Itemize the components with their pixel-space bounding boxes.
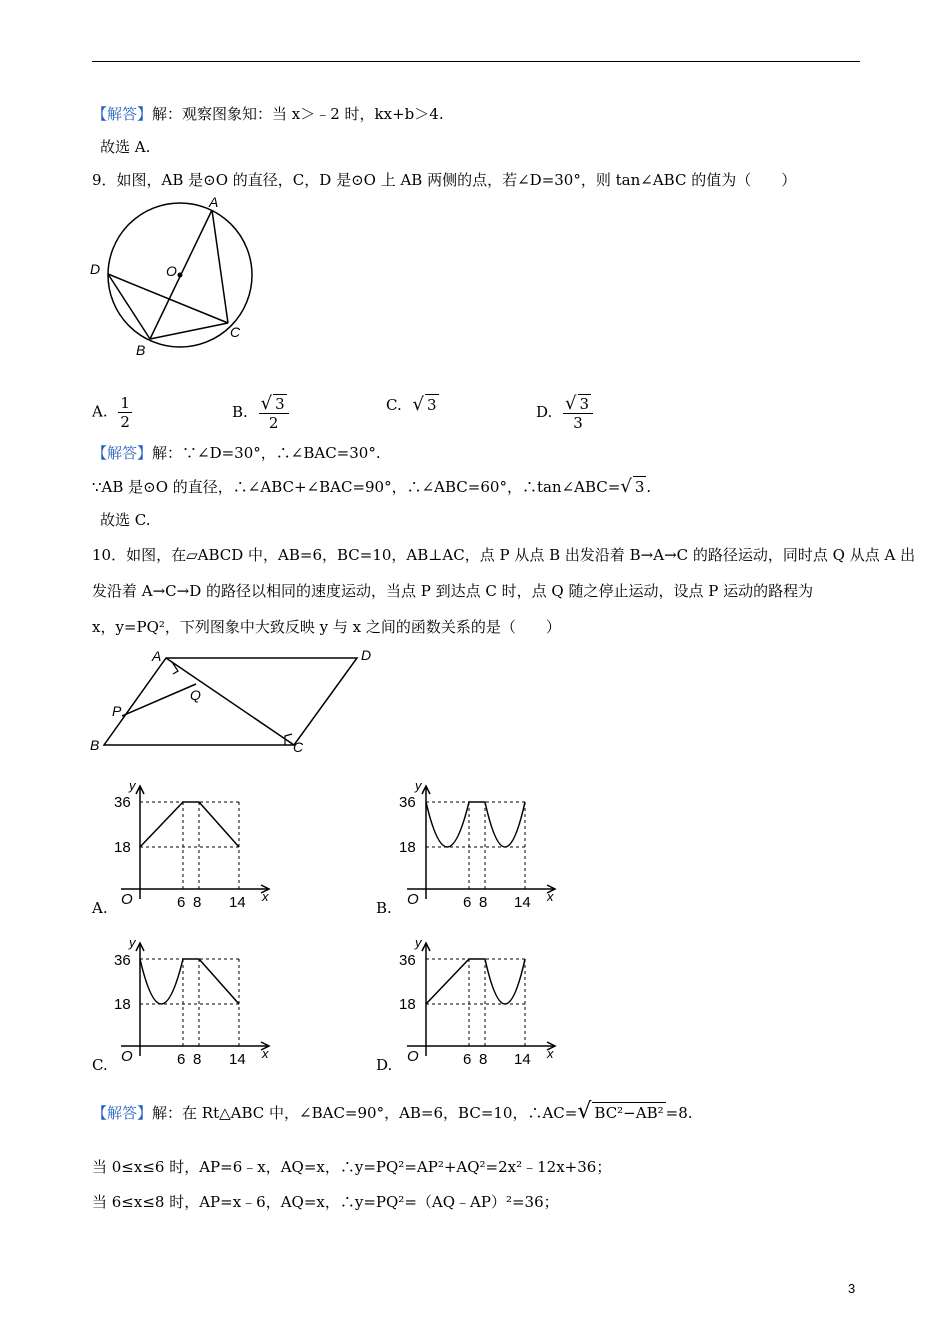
graph-c	[121, 943, 269, 1056]
label-b: B	[90, 737, 100, 753]
tick-6: 6	[177, 894, 186, 911]
prev-answer-text: 解：观察图象知：当 x＞﹣2 时，kx+b＞4.	[152, 105, 444, 123]
origin-label: O	[121, 891, 133, 908]
q10-line1: 10．如图，在▱ABCD 中，AB=6，BC=10，AB⊥AC，点 P 从点 B 出发沿着 B→A→C 的路径运动，同时点 Q 从点 A 出	[92, 546, 916, 564]
q10-answer-line1: 【解答】解：在 Rt△ABC 中，∠BAC=90°，AB=6，BC=10，∴AC=√ BC²−AB² =8.	[92, 1099, 693, 1124]
origin-label: O	[121, 1048, 133, 1065]
graph-a-option: A.	[92, 899, 108, 917]
graph-b-option: B.	[376, 899, 392, 917]
answer-text: 解：在 Rt△ABC 中，∠BAC=90°，AB=6，BC=10，∴AC=	[152, 1104, 578, 1122]
fraction: $\frac{√ 3}{3}$	[563, 394, 593, 432]
graph-c-option: C.	[92, 1056, 108, 1074]
tick-18: 18	[114, 996, 131, 1013]
answer-text: ∵AB 是⊙O 的直径，∴∠ABC+∠BAC=90°，∴∠ABC=60°，∴tan∠ABC=	[92, 478, 621, 496]
graph-d-labels	[399, 935, 554, 1068]
label-d: D	[90, 261, 101, 277]
option-label: D.	[536, 403, 553, 421]
y-axis-label: y	[415, 778, 422, 793]
origin-label: O	[407, 891, 419, 908]
answer-tag: 【解答】	[92, 1104, 153, 1122]
graph-a	[121, 786, 269, 899]
q10-line3: x，y=PQ²，下列图象中大致反映 y 与 x 之间的函数关系的是（ ）	[92, 618, 561, 636]
tick-8: 8	[479, 1051, 488, 1068]
label-c: C	[230, 324, 241, 340]
label-a: A	[209, 194, 219, 210]
tick-8: 8	[193, 894, 202, 911]
denominator: 3	[573, 414, 583, 432]
answer-tag: 【解答】	[92, 444, 153, 462]
answer-text: 解：∵∠D=30°，∴∠BAC=30°.	[152, 444, 381, 462]
q10-line2: 发沿着 A→C→D 的路径以相同的速度运动，当点 P 到达点 C 时，点 Q 随之停止运动，设点 P 运动的路程为	[92, 582, 814, 600]
label-o: O	[166, 263, 177, 279]
tick-6: 6	[177, 1051, 186, 1068]
radicand: 3	[275, 395, 285, 413]
q9-option-c: C. √ 3	[386, 394, 437, 415]
tick-14: 14	[229, 1051, 246, 1068]
x-axis-label: x	[262, 1046, 269, 1061]
radicand: 3	[579, 395, 590, 413]
q9-answer-line2: ∵AB 是⊙O 的直径，∴∠ABC+∠BAC=90°，∴∠ABC=60°，∴tan∠ABC=√ 3 .	[92, 476, 652, 497]
tick-6: 6	[463, 894, 472, 911]
y-axis-label: y	[129, 935, 136, 950]
graph-c-labels	[114, 935, 269, 1068]
page-number: 3	[848, 1281, 856, 1296]
graph-b-labels	[399, 778, 554, 911]
tick-14: 14	[514, 1051, 531, 1068]
numerator: 1	[120, 394, 130, 412]
x-axis-label: x	[547, 1046, 554, 1061]
tick-8: 8	[479, 894, 488, 911]
graph-b-curve	[426, 802, 525, 847]
answer-tag: 【解答】	[92, 105, 153, 123]
label-q: Q	[190, 687, 201, 703]
origin-label: O	[407, 1048, 419, 1065]
graph-c-curve	[140, 959, 239, 1004]
graph-b	[407, 786, 555, 899]
answer-text-end: .	[646, 478, 652, 496]
radicand: 3	[634, 478, 645, 496]
graph-d-option: D.	[376, 1056, 393, 1074]
option-label: C.	[386, 396, 402, 414]
option-label: B.	[232, 403, 248, 421]
prev-answer-choice: 故选 A.	[100, 138, 151, 156]
tick-8: 8	[193, 1051, 202, 1068]
tick-18: 18	[399, 839, 416, 856]
option-label: A.	[92, 402, 108, 421]
x-axis-label: x	[547, 889, 554, 904]
x-axis-label: x	[262, 889, 269, 904]
tick-36: 36	[114, 952, 131, 969]
tick-14: 14	[229, 894, 246, 911]
tick-36: 36	[114, 794, 131, 811]
answer-text-end: =8.	[665, 1104, 693, 1122]
y-axis-label: y	[415, 935, 422, 950]
tick-6: 6	[463, 1051, 472, 1068]
q9-answer-choice: 故选 C.	[100, 511, 151, 529]
graph-d-curve	[426, 959, 525, 1004]
label-a: A	[152, 648, 162, 664]
tick-14: 14	[514, 894, 531, 911]
graph-a-curve	[140, 802, 239, 847]
fraction: $\frac{√ 3}{2}$	[259, 394, 289, 432]
tick-36: 36	[399, 952, 416, 969]
label-d: D	[361, 647, 372, 663]
radicand: 3	[426, 396, 437, 414]
radicand: BC²−AB²	[594, 1104, 664, 1122]
denominator: 2	[120, 413, 130, 431]
tick-36: 36	[399, 794, 416, 811]
label-p: P	[112, 703, 122, 719]
tick-18: 18	[399, 996, 416, 1013]
q10-answer-line3: 当 6≤x≤8 时，AP=x﹣6，AQ=x，∴y=PQ²=（AQ﹣AP）²=36；	[92, 1193, 559, 1211]
q9-text: 9．如图，AB 是⊙O 的直径，C，D 是⊙O 上 AB 两侧的点，若∠D=30°，则 tan∠ABC 的值为（ ）	[92, 171, 797, 189]
denominator: 2	[268, 414, 279, 432]
q10-answer-line2: 当 0≤x≤6 时，AP=6﹣x，AQ=x，∴y=PQ²=AP²+AQ²=2x²﹣12x+36；	[92, 1158, 612, 1176]
tick-18: 18	[114, 839, 131, 856]
y-axis-label: y	[129, 778, 136, 793]
label-c: C	[293, 739, 304, 755]
graph-a-labels	[114, 778, 269, 911]
graph-d	[407, 943, 555, 1056]
label-b: B	[136, 342, 146, 358]
